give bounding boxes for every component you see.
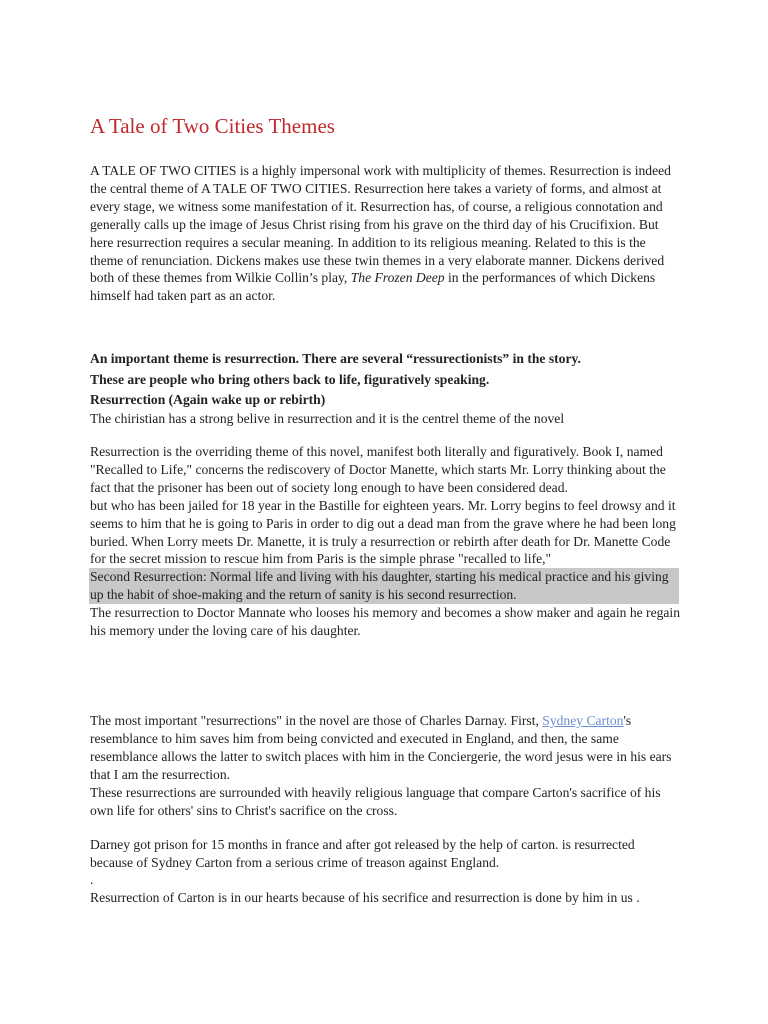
play-title: The Frozen Deep (350, 270, 445, 286)
resurrection-para-2: but who has been jailed for 18 year in the Bastille for eighteen years. Mr. Lorry begins to feel drowsy and it seems to him that he is going to Paris in order to dig out a dead man from the grave where he had been long buried. When Lorry meets Dr. Manette, it is truly a resurrection or rebirth after death for Dr. Manette Code for the secret mission to rescue him from Paris is the simple phrase "recalled to life," (90, 497, 676, 567)
sydney-carton-link[interactable]: Sydney Carton (542, 713, 624, 728)
intro-text-2: in the performances of which Dickens himself had taken part as an actor. (90, 270, 656, 304)
thesis-line: The chiristian has a strong belive in resurrection and it is the centrel theme of the novel (90, 411, 565, 426)
resurrection-section-1 (90, 443, 680, 640)
darnay-text-1: The most important "resurrections" in the novel are those of Charles Darnay. First, (90, 713, 543, 728)
bold-line-3: Resurrection (Again wake up or rebirth) (90, 392, 326, 407)
darnay-text-2: 's resemblance to him saves him from being convicted and executed in England, and then, the same resemblance allows the latter to switch places with him in the Conciergerie, the word jesus were in his ears that I am the resurrection. (90, 713, 672, 782)
bold-line-2: These are people who bring others back to life, figuratively speaking. (90, 371, 490, 387)
highlighted-paragraph: Second Resurrection: Normal life and living with his daughter, starting his medical practice and his giving up the habit of shoe-making and the return of sanity is his second resurrection. (89, 568, 679, 604)
bold-line-1: An important theme is resurrection. There are several “ressurectionists” in the story. (90, 351, 581, 366)
dot-line: . (90, 872, 94, 887)
religious-language-paragraph: These resurrections are surrounded with heavily religious language that compare Carton's sacrifice of his own life for others' sins to Christ's sacrifice on the cross. (90, 784, 661, 818)
intro-text-1: A TALE OF TWO CITIES is a highly impersonal work with multiplicity of themes. Resurrection is indeed the central theme of A TALE OF TWO CITIES. Resurrection here takes a variety of forms, and almost at every stage, we witness some manifestation of it. Resurrection has, of course, a religious connotation and generally calls up the image of Jesus Christ rising from his grave on the third day of his Crucifixion. But here resurrection requires a secular meaning. In addition to its religious meaning. Related to this is the theme of renunciation. Dickens makes use these twin themes in a very elaborate manner. Dickens derived both of these themes from Wilkie Collin’s play, (90, 163, 671, 286)
document-title: A Tale of Two Cities Themes (90, 114, 335, 138)
bold-summary (90, 349, 680, 411)
darnay-paragraph (90, 712, 680, 784)
resurrection-para-1: Resurrection is the overriding theme of this novel, manifest both literally and figuratively. Book I, named "Recalled to Life," concerns the rediscovery of Doctor Manette, which starts Mr. Lorry thinking about the fact that the prisoner has been out of society long enough to have been considered dead. (90, 444, 666, 495)
carton-resurrection-paragraph: Resurrection of Carton is in our hearts because of his secrifice and resurrection is done by him in us . (90, 890, 640, 905)
darney-prison-paragraph: Darney got prison for 15 months in france and after got released by the help of carton. is resurrected because of Sydney Carton from a serious crime of treason against England. (90, 837, 635, 870)
resurrection-para-3: The resurrection to Doctor Mannate who looses his memory and becomes a show maker and again he regain his memory under the loving care of his daughter. (90, 605, 681, 639)
intro-paragraph (90, 162, 680, 305)
resurrection-section-2 (90, 712, 680, 819)
